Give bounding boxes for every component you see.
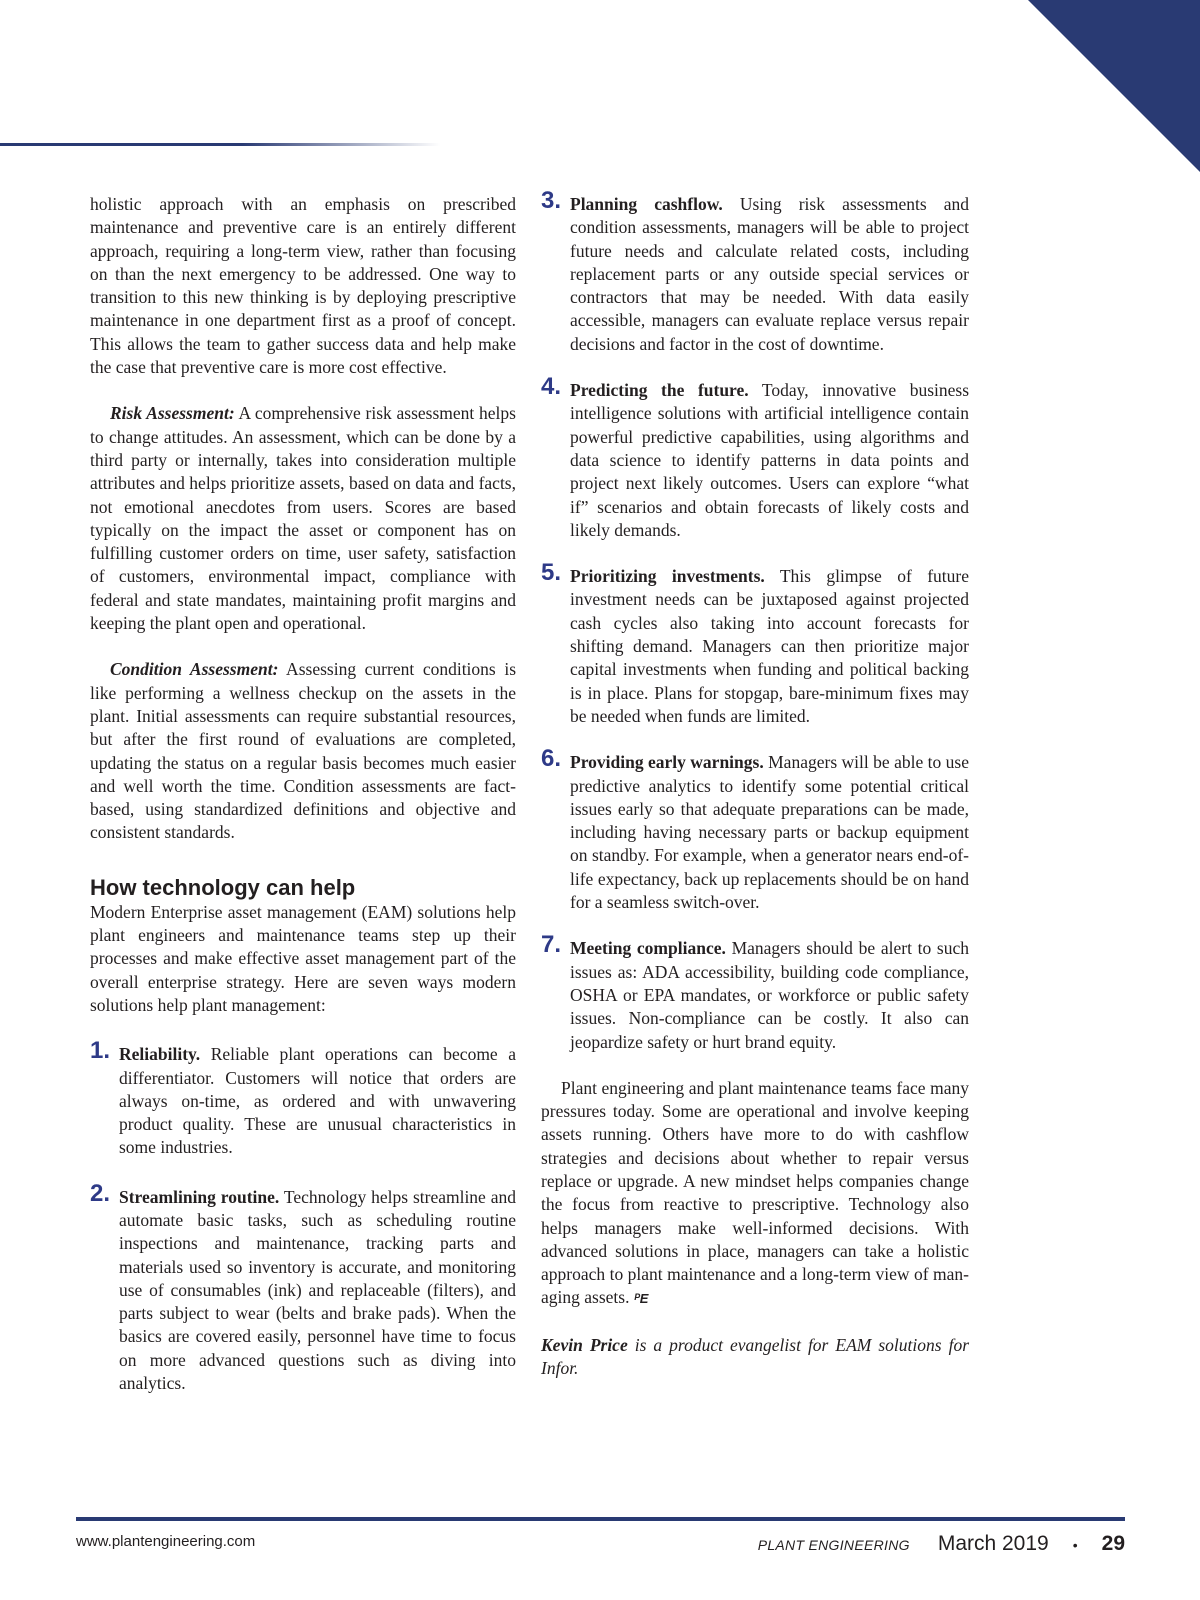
list-item xyxy=(541,931,970,1053)
list-number: 6. xyxy=(541,745,562,773)
condition-assessment-text: Assessing current conditions is like performing a wellness checkup on the assets in the plant. Initial assessments can require substantial resources, but after the first round of evaluations are completed, updating the status on a regular basis becomes much easier and well worth the time. Condition assessments are fact-based, using standardized definitions and objective and consistent standards. xyxy=(90,659,517,843)
footer-rule xyxy=(76,1517,1125,1521)
corner-decoration xyxy=(1028,0,1200,172)
condition-assessment-paragraph xyxy=(90,658,516,844)
list-item xyxy=(90,1179,516,1396)
risk-assessment-text: A comprehensive risk assessment helps to change attitudes. An assessment, which can be done by a third party or internally, takes into consideration multiple attributes and helps prioritize assets, based on data and facts, not emotional anecdotes from users. Scores are based typically on the impact the asset or component has on fulfilling customer orders on time, user safety, satisfaction of customers, environmental impact, compliance with federal and state mandates, maintaining profit margins and keeping the plant open and operational. xyxy=(90,403,516,634)
list-item xyxy=(541,559,970,728)
list-item xyxy=(541,745,969,914)
list-item-title: Meeting compliance. xyxy=(570,938,726,959)
list-item-title: Providing early warnings. xyxy=(570,752,764,773)
page-number: 29 xyxy=(1101,1532,1125,1555)
closing-text: Plant engineering and plant maintenance teams face many pressures today. Some are operational and involve keeping assets running. Others have more to do with cashflow strategies and decisions about whether to repair versus replace or upgrade. A new mindset helps companies change the focus from reactive to prescriptive. Technology also helps managers make well-informed decisions. With advanced solutions in place, managers can take a holistic approach to plant maintenance and a long-term view of managing assets. xyxy=(541,1077,969,1308)
author-name: Kevin Price xyxy=(541,1334,628,1355)
author-byline xyxy=(541,1334,969,1381)
list-item-text: Managers should be alert to such issues as: ADA accessibility, building code compliance, OSHA or EPA mandates, or workforce or public safety issues. Non-compliance can be costly. It also can jeopardize safety or hurt brand equity. xyxy=(570,938,970,1052)
list-number: 2. xyxy=(90,1179,111,1207)
list-item xyxy=(541,187,969,356)
footer-meta xyxy=(758,1532,1125,1556)
pe-logo-icon: ᴾE xyxy=(633,1291,649,1307)
intro-paragraph: Modern Enterprise asset management (EAM) solutions help plant engineers and maintenance teams step up their processes and make effective asset management part of the overall enterprise strategy. Here are seven ways modern solutions help plant management: xyxy=(90,901,516,1015)
footer-publication: PLANT ENGINEERING xyxy=(757,1537,910,1553)
list-item xyxy=(90,1037,516,1159)
list-item-text: Using risk assessments and condition assessments, managers will be able to project future needs and calculate related costs, including replacement parts or any outside special services or contractors that may be needed. With data easily accessible, managers can evaluate replace versus repair decisions and factor in the cost of downtime. xyxy=(570,194,969,354)
body-paragraph: holistic approach with an emphasis on prescribed maintenance and preventive care is an entirely different approach, requiring a long-term view, rather than focusing on than the next emergency to be addressed. One way to transition to this new thinking is by deploying prescriptive maintenance in one department first as a proof of concept. This allows the team to gather success data and help make the case that preventive care is more cost effective. xyxy=(90,194,516,378)
list-number: 4. xyxy=(541,373,562,401)
list-number: 7. xyxy=(541,931,562,959)
list-number: 1. xyxy=(90,1037,111,1065)
left-column xyxy=(90,193,516,1395)
risk-assessment-label: Risk Assessment: xyxy=(110,403,235,424)
author-bio: is a product evangelist for EAM solutions for Infor. xyxy=(541,1334,969,1379)
list-item-text: Managers will be able to use predictive analytics to identify some potential critical issues early so that adequate preparations can be made, including having necessary parts or backup equipment on standby. For example, when a generator nears end-of-life expectancy, back up replacements should be on hand for a seamless switch-over. xyxy=(570,752,969,913)
list-item-title: Planning cashflow. xyxy=(570,194,723,214)
list-item-text: This glimpse of future investment needs can be juxtaposed against projected cash cycles also taking into account forecasts for shifting demand. Managers can then prioritize major capital investments when funding and political backing is in place. Plans for stopgap, bare-minimum fixes may be needed when funds are limited. xyxy=(570,566,970,726)
footer-date: March 2019 xyxy=(937,1532,1049,1555)
section-heading: How technology can help xyxy=(90,874,356,900)
list-item-text: Reliable plant operations can become a differentiator. Customers will notice that orders are always on-time, as ordered and with unwavering product quality. These are unusual characteristics in some industries. xyxy=(119,1044,516,1158)
list-number: 3. xyxy=(541,187,562,214)
list-item xyxy=(541,373,969,542)
list-item-title: Predicting the future. xyxy=(570,380,749,401)
footer-bullet: • xyxy=(1072,1537,1078,1553)
risk-assessment-paragraph xyxy=(90,402,516,635)
list-item-title: Reliability. xyxy=(119,1044,201,1065)
top-rule xyxy=(0,143,440,146)
list-item-title: Prioritizing investments. xyxy=(570,566,765,587)
closing-paragraph xyxy=(541,1077,969,1311)
list-number: 5. xyxy=(541,559,562,587)
list-item-text: Today, innovative business intelligence solutions with artificial intelligence contain powerful predictive capabilities, using algorithms and data science to identify patterns in data points and project next likely outcomes. Users can explore “what if” scenarios and obtain forecasts of likely costs and likely demands. xyxy=(570,380,969,540)
list-item-title: Streamlining routine. xyxy=(119,1186,280,1207)
list-item-text: Technology helps streamline and automate basic tasks, such as scheduling routine inspections and maintenance, tracking parts and materials used so inventory is accurate, and monitoring use of consumables (ink) and replaceable (filters), and parts subject to wear (belts and brake pads). When the basics are covered easily, personnel have time to focus on more advanced questions such as diving into analytics. xyxy=(119,1186,516,1394)
footer-url[interactable]: www.plantengineering.com xyxy=(76,1533,256,1550)
condition-assessment-label: Condition Assessment: xyxy=(110,659,279,680)
right-column xyxy=(541,187,970,1380)
